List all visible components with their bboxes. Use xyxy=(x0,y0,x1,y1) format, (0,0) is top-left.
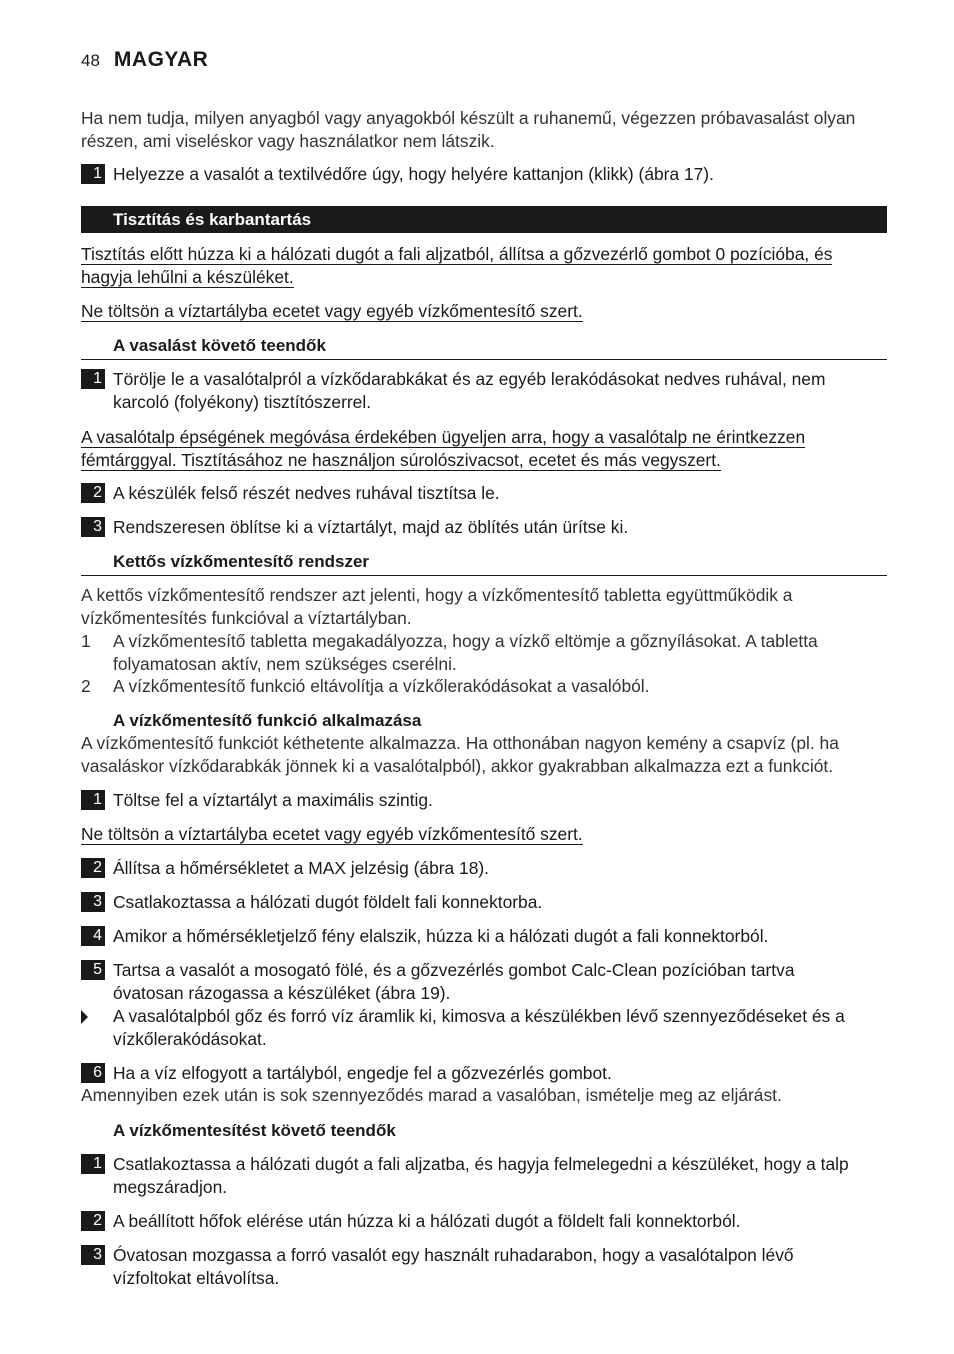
warning-line: Ne töltsön a víztartályba ecetet vagy egyéb vízkőmentesítő szert. xyxy=(81,824,583,844)
list-text: folyamatosan aktív, nem szükséges cserélni. xyxy=(113,654,457,674)
intro-line: Ha nem tudja, milyen anyagból vagy anyagokból készült a ruhanemű, végezzen próbavasalást olyan xyxy=(81,108,856,128)
result-item xyxy=(81,1005,887,1051)
step-1 xyxy=(81,789,887,812)
step-6 xyxy=(81,1062,887,1085)
subsection-title: A vízkőmentesítést követő teendők xyxy=(113,1121,396,1140)
step-number: 2 xyxy=(81,1211,105,1231)
step-text: Csatlakoztassa a hálózati dugót a fali aljzatba, és hagyja felmelegedni a készüléket, hogy a talp xyxy=(113,1154,849,1174)
step-number: 1 xyxy=(81,164,105,184)
page-number: 48 xyxy=(81,51,100,70)
step-text: Tartsa a vasalót a mosogató fölé, és a gőzvezérlés gombot Calc-Clean pozícióban tartva xyxy=(113,960,795,980)
step-text: A készülék felső részét nedves ruhával tisztítsa le. xyxy=(113,483,500,503)
description-line: vízkőmentesítés funkcióval a víztartályban. xyxy=(81,608,412,628)
step-3 xyxy=(81,1244,887,1290)
step-number: 2 xyxy=(81,483,105,503)
warning-line: hagyja lehűlni a készüléket. xyxy=(81,267,294,287)
step-4 xyxy=(81,925,887,948)
warning-vinegar xyxy=(81,300,887,323)
step-number: 1 xyxy=(81,790,105,810)
step-text: Helyezze a vasalót a textilvédőre úgy, hogy helyére kattanjon (klikk) (ábra 17). xyxy=(113,164,714,184)
warning-line: Ne töltsön a víztartályba ecetet vagy egyéb vízkőmentesítő szert. xyxy=(81,301,583,321)
list-item xyxy=(81,630,887,676)
step-number: 3 xyxy=(81,1245,105,1265)
warning-line: Tisztítás előtt húzza ki a hálózati dugót a fali aljzatból, állítsa a gőzvezérlő gombot 0 pozícióba, és xyxy=(81,244,833,264)
step-5 xyxy=(81,959,887,1005)
step-text: Amikor a hőmérsékletjelző fény elalszik, húzza ki a hálózati dugót a fali konnektorból. xyxy=(113,926,769,946)
description-line: vasaláskor vízkődarabkák jönnek ki a vasalótalpból), akkor gyakrabban alkalmazza ezt a funkciót. xyxy=(81,756,834,776)
warning-cleaning xyxy=(81,243,887,289)
step-text: A beállított hőfok elérése után húzza ki a hálózati dugót a földelt fali konnektorból. xyxy=(113,1211,741,1231)
intro-line: részen, ami viseléskor vagy használatkor nem látszik. xyxy=(81,131,495,151)
warning-line: A vasalótalp épségének megóvása érdekében ügyeljen arra, hogy a vasalótalp ne érintkezzen xyxy=(81,427,806,447)
step-1 xyxy=(81,368,887,414)
list-number: 1 xyxy=(81,631,91,651)
subsection-title: Kettős vízkőmentesítő rendszer xyxy=(81,550,887,576)
step-number: 3 xyxy=(81,892,105,912)
step-text: Törölje le a vasalótalpról a vízkődarabkákat és az egyéb lerakódásokat nedves ruhával, nem xyxy=(113,369,826,389)
result-text: vízkőlerakódásokat. xyxy=(113,1029,267,1049)
subsection-title: A vasalást követő teendők xyxy=(81,334,887,360)
step-number: 2 xyxy=(81,858,105,878)
step-1 xyxy=(81,1153,887,1199)
description-line: A vízkőmentesítő funkciót kéthetente alkalmazza. Ha otthonában nagyon kemény a csapvíz (pl. ha xyxy=(81,733,839,753)
step-number: 1 xyxy=(81,369,105,389)
language-title: MAGYAR xyxy=(113,48,209,71)
arrow-icon xyxy=(81,1010,88,1024)
list-text: A vízkőmentesítő funkció eltávolítja a vízkőlerakódásokat a vasalóból. xyxy=(113,676,650,696)
step-text: Töltse fel a víztartályt a maximális szintig. xyxy=(113,790,433,810)
description-line: A kettős vízkőmentesítő rendszer azt jelenti, hogy a vízkőmentesítő tabletta együttműködik a xyxy=(81,585,793,605)
step-2 xyxy=(81,1210,887,1233)
step-text: megszáradjon. xyxy=(113,1177,228,1197)
intro-paragraph xyxy=(81,107,887,153)
step-number: 1 xyxy=(81,1154,105,1174)
step-text: Ha a víz elfogyott a tartályból, engedje fel a gőzvezérlés gombot. xyxy=(113,1063,612,1083)
step-number: 4 xyxy=(81,926,105,946)
warning-soleplate xyxy=(81,426,887,472)
step-text: vízfoltokat eltávolítsa. xyxy=(113,1268,280,1288)
step-text: Rendszeresen öblítse ki a víztartályt, majd az öblítés után ürítse ki. xyxy=(113,517,629,537)
step-3 xyxy=(81,516,887,539)
note: Amennyiben ezek után is sok szennyeződés marad a vasalóban, ismételje meg az eljárást. xyxy=(81,1085,782,1105)
step-text: Csatlakoztassa a hálózati dugót földelt fali konnektorba. xyxy=(113,892,543,912)
step-intro xyxy=(81,163,887,186)
step-2 xyxy=(81,482,887,505)
list-item xyxy=(81,675,887,698)
step-number: 5 xyxy=(81,960,105,980)
result-text: A vasalótalpból gőz és forró víz áramlik ki, kimosva a készülékben lévő szennyeződéseket és a xyxy=(113,1006,845,1026)
step-3 xyxy=(81,891,887,914)
page-header xyxy=(81,48,208,72)
section-title: Tisztítás és karbantartás xyxy=(81,206,887,233)
description xyxy=(81,732,887,778)
step-text: Óvatosan mozgassa a forró vasalót egy használt ruhadarabon, hogy a vasalótalpon lévő xyxy=(113,1245,794,1265)
list-text: A vízkőmentesítő tabletta megakadályozza, hogy a vízkő eltömje a gőznyílásokat. A tabletta xyxy=(113,631,818,651)
warning-vinegar xyxy=(81,823,887,846)
warning-line: fémtárggyal. Tisztításához ne használjon súrolószivacsot, ecetet és más vegyszert. xyxy=(81,450,721,470)
step-number: 3 xyxy=(81,517,105,537)
description xyxy=(81,584,887,630)
step-2 xyxy=(81,857,887,880)
step-text: karcoló (folyékony) tisztítószerrel. xyxy=(113,392,372,412)
step-number: 6 xyxy=(81,1063,105,1083)
list-number: 2 xyxy=(81,676,91,696)
step-text: óvatosan rázogassa a készüléket (ábra 19). xyxy=(113,983,451,1003)
step-text: Állítsa a hőmérsékletet a MAX jelzésig (ábra 18). xyxy=(113,858,489,878)
subsection-title: A vízkőmentesítő funkció alkalmazása xyxy=(113,711,422,730)
